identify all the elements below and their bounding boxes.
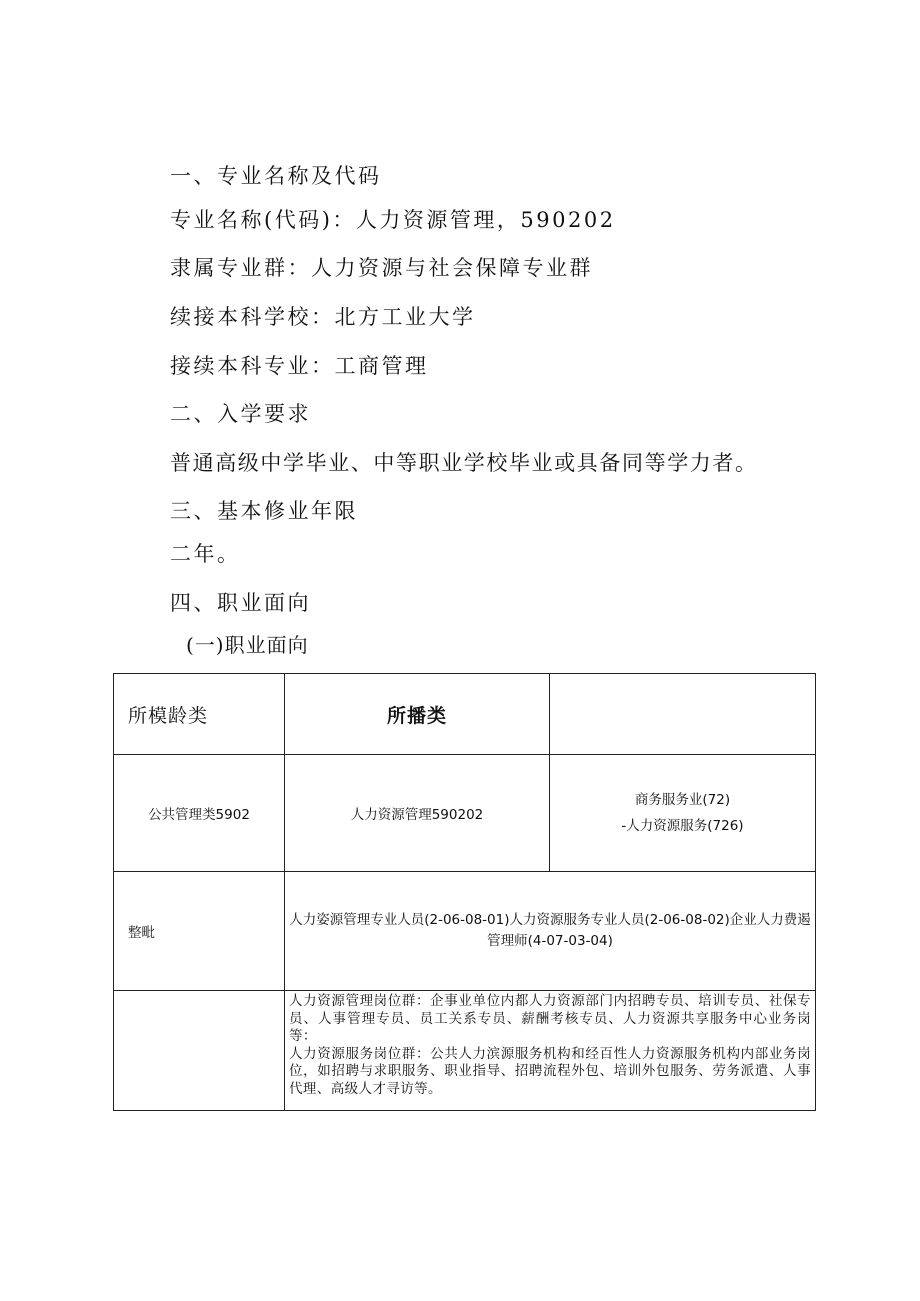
admission-requirement-line: 普通高级中学毕业、中等职业学校毕业或具备同等学力者。 <box>170 451 758 475</box>
table-row <box>114 872 816 991</box>
section-4-heading: 四、职业面向 <box>170 591 311 615</box>
hr-management-positions: 人力资源管理岗位群：企事业单位内都人力资源部门内招聘专员、培训专员、社保专员、人事管理专员、员工关系专员、薪酬考核专员、人力资源共享服务中心业务岗等： <box>289 993 811 1044</box>
bachelor-major-line: 接续本科专业：工商管理 <box>170 354 429 378</box>
section-1-heading: 一、专业名称及代码 <box>170 164 382 188</box>
major-name-line: 专业名称(代码)：人力资源管理，590202 <box>170 208 616 232</box>
career-orientation-table <box>113 673 816 1111</box>
category-cell: 公共管理类5902 <box>114 755 285 872</box>
table-header-row <box>114 674 816 755</box>
table-row <box>114 755 816 872</box>
industry-line-2: -人力资源服务(726) <box>621 818 744 834</box>
industry-line-1: 商务服务业(72) <box>634 792 731 808</box>
table-row <box>114 991 816 1111</box>
header-cell-empty <box>550 674 816 755</box>
section-4-subheading: (一)职业面向 <box>186 633 309 657</box>
section-3-heading: 三、基本修业年限 <box>170 499 358 523</box>
section-2-heading: 二、入学要求 <box>170 402 311 426</box>
occupation-label-cell: 整毗 <box>114 872 285 991</box>
major-group-line: 隶属专业群：人力资源与社会保障专业群 <box>170 256 593 280</box>
duration-line: 二年。 <box>170 542 241 566</box>
industry-cell <box>550 755 816 872</box>
bachelor-school-line: 续接本科学校：北方工业大学 <box>170 305 476 329</box>
occupation-cell: 人力姿源管理专业人员(2-06-08-01)人力资源服务专业人员(2-06-08-02)企业人力费遏管理师(4-07-03-04) <box>285 872 816 991</box>
header-cell-category: 所模龄类 <box>114 674 285 755</box>
major-cell: 人力资源管理590202 <box>285 755 550 872</box>
positions-label-cell <box>114 991 285 1111</box>
hr-service-positions: 人力资源服务岗位群：公共人力滨源服务机构和经百性人力资源服务机构内部业务岗位，如招聘与求职服务、职业指导、招聘流程外包、培训外包服务、劳务派遣、人事代理、高级人才寻访等。 <box>289 1045 811 1097</box>
positions-cell <box>285 991 816 1111</box>
header-cell-major: 所播类 <box>285 674 550 755</box>
